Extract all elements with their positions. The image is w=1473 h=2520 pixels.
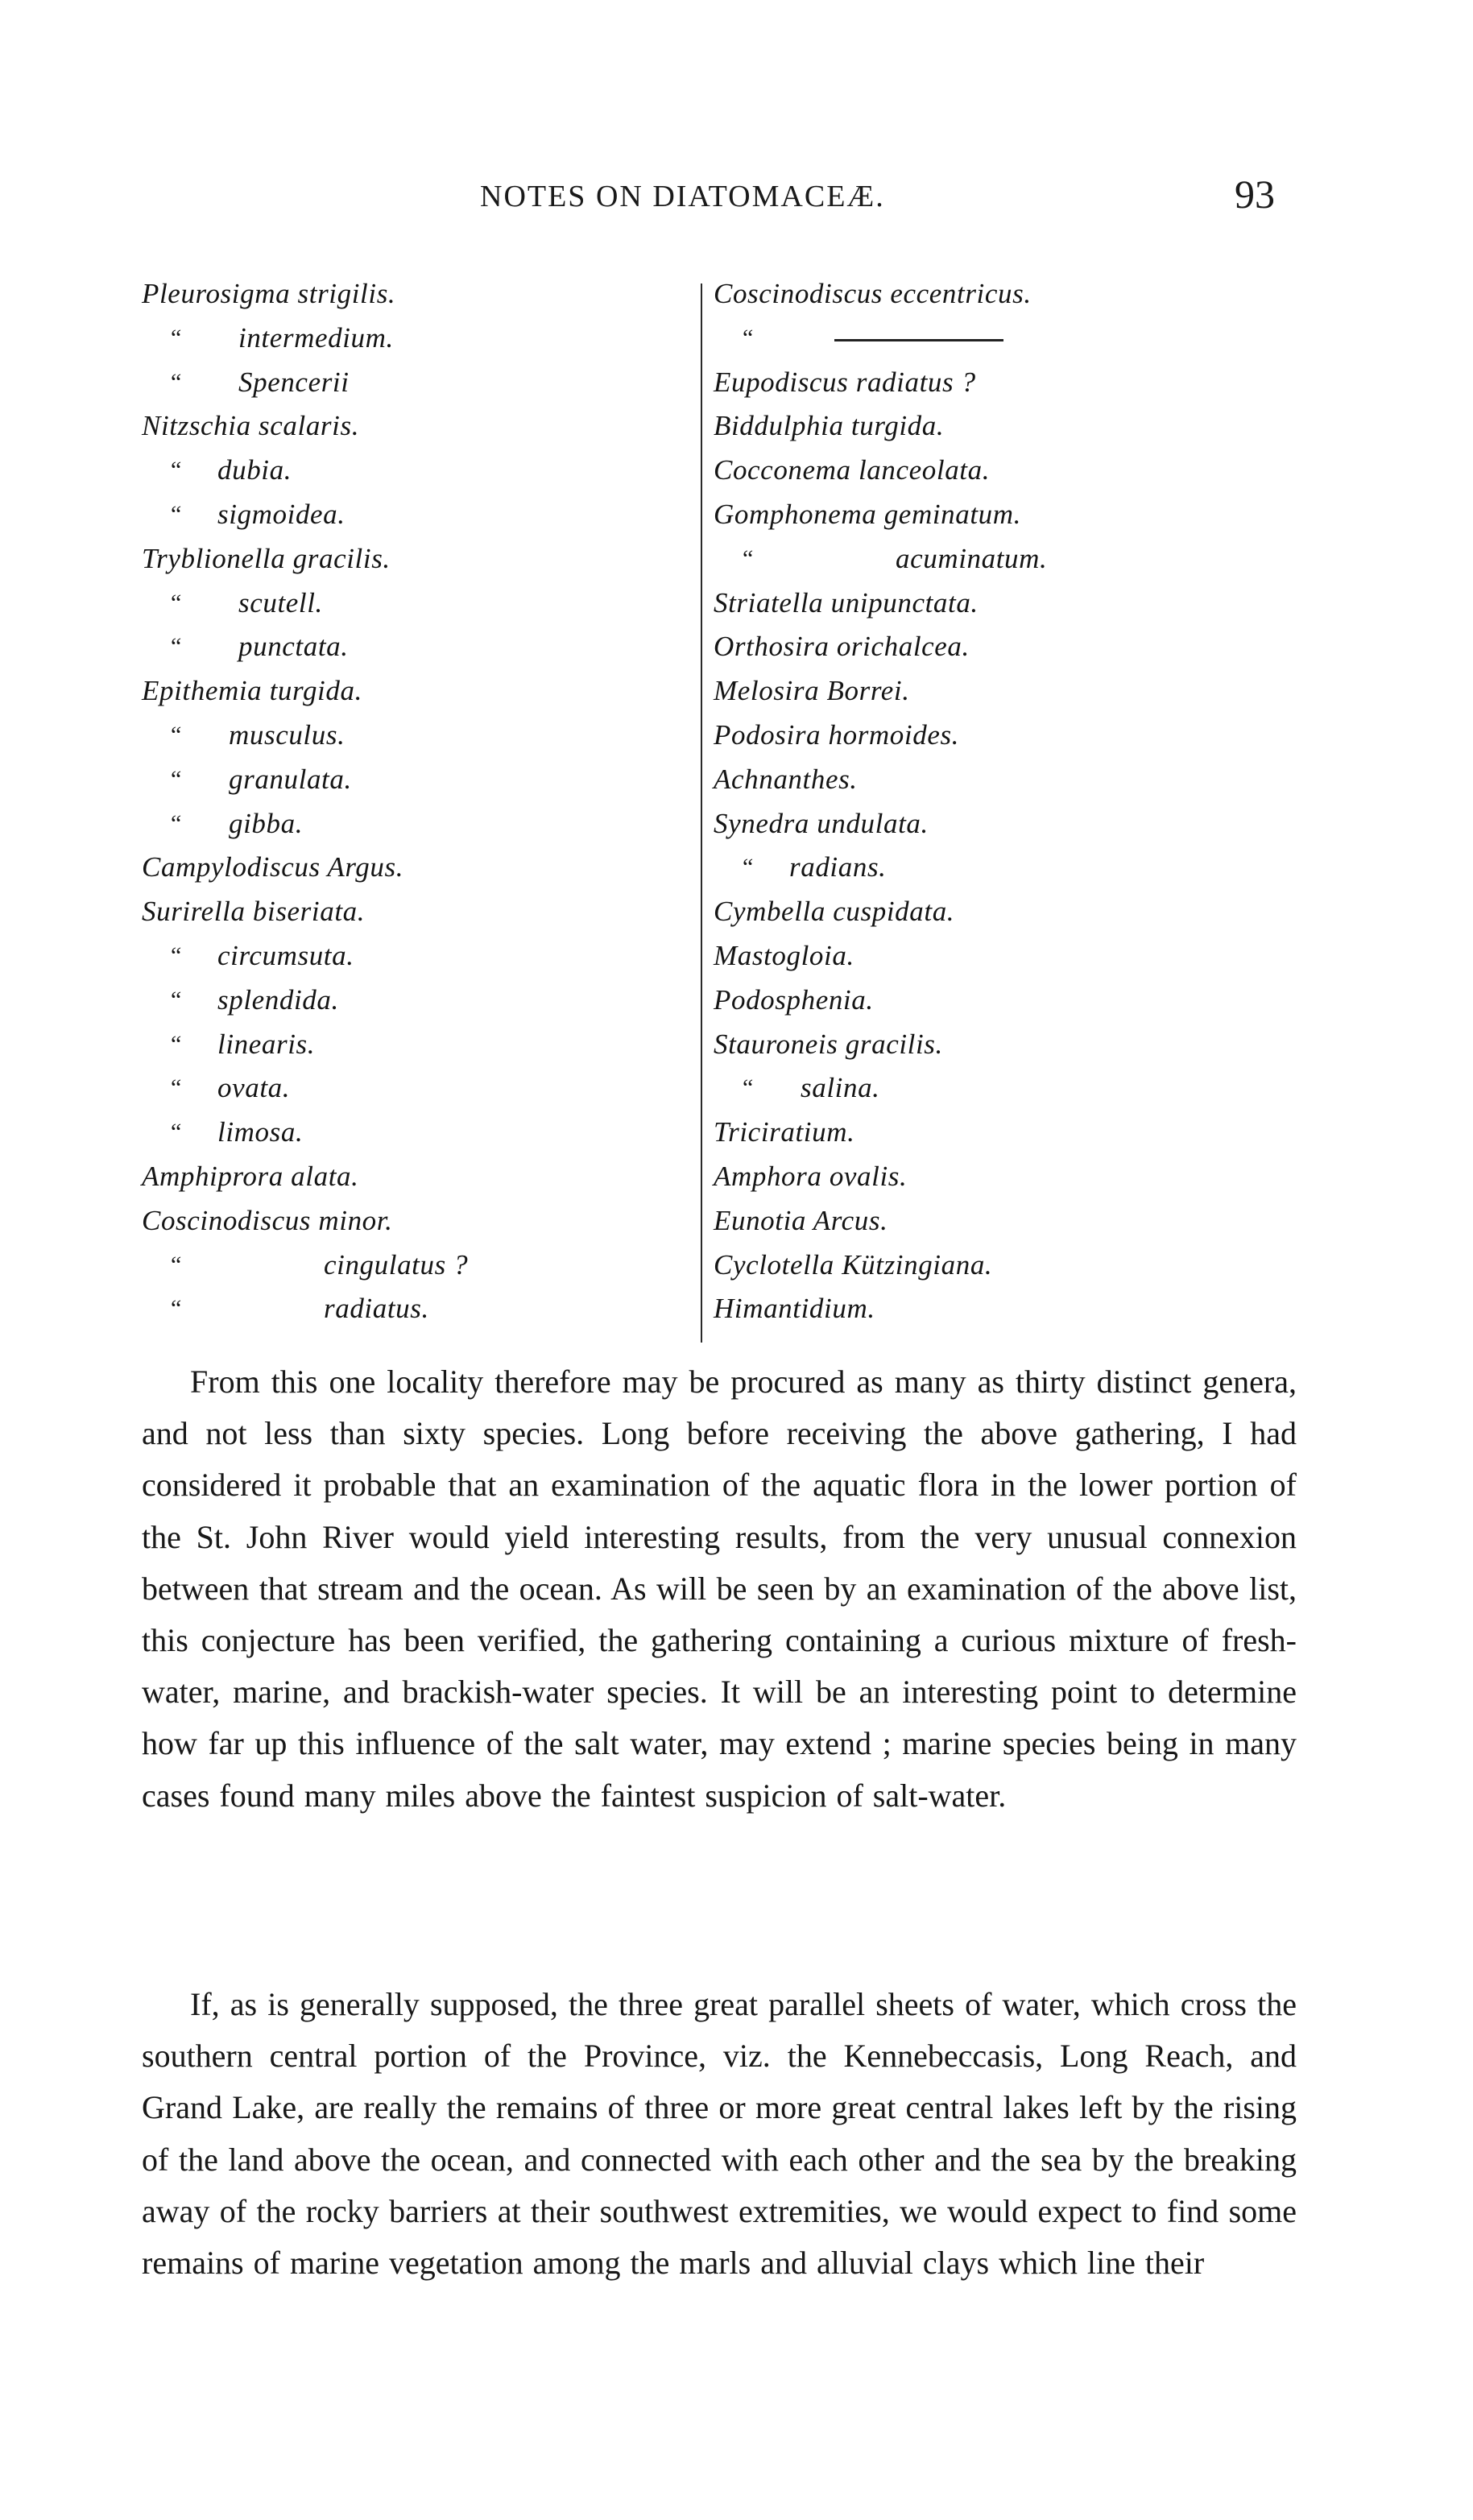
species-entry <box>714 669 1406 714</box>
species-entry <box>142 1066 705 1111</box>
species-entry <box>714 890 1406 934</box>
ditto-mark: “ <box>171 633 182 660</box>
species-name: musculus. <box>229 718 345 751</box>
species-entry <box>142 846 705 890</box>
species-name: sigmoidea. <box>217 498 345 530</box>
species-name: Striatella unipunctata. <box>714 586 979 619</box>
running-title: NOTES ON DIATOMACEÆ. <box>480 180 885 213</box>
species-entry <box>142 802 705 846</box>
species-name: Eunotia Arcus. <box>714 1204 888 1236</box>
ditto-mark: “ <box>171 721 182 748</box>
species-entry <box>142 1199 705 1243</box>
species-entry <box>142 625 705 669</box>
species-entry <box>714 493 1406 537</box>
species-name: Tryblionella gracilis. <box>142 542 391 574</box>
ditto-mark: “ <box>171 1295 182 1322</box>
species-entry <box>142 1287 705 1331</box>
species-name: linearis. <box>217 1028 316 1060</box>
species-entry <box>142 669 705 714</box>
species-name: Spencerii <box>238 366 350 398</box>
species-name: radiatus. <box>324 1293 429 1325</box>
species-name: ovata. <box>217 1072 291 1104</box>
species-entry <box>714 537 1406 581</box>
species-entry <box>714 1199 1406 1243</box>
species-name: acuminatum. <box>896 542 1048 574</box>
species-name: limosa. <box>217 1116 304 1148</box>
species-name: punctata. <box>238 631 349 663</box>
species-entry <box>714 317 1406 361</box>
page-number: 93 <box>1235 172 1275 217</box>
species-name: Pleurosigma strigilis. <box>142 278 396 309</box>
species-entry <box>714 714 1406 758</box>
species-list-left <box>142 272 705 1331</box>
species-name: Melosira Borrei. <box>714 675 910 707</box>
species-name: Coscinodiscus eccentricus. <box>714 278 1032 309</box>
species-name: Podosphenia. <box>714 983 874 1016</box>
species-entry <box>142 934 705 979</box>
ditto-mark: “ <box>171 941 182 969</box>
species-name: Surirella biseriata. <box>142 896 366 928</box>
column-divider <box>701 283 702 1343</box>
species-name: splendida. <box>217 983 339 1016</box>
species-entry <box>142 493 705 537</box>
ditto-mark: “ <box>171 368 182 395</box>
species-entry <box>714 1155 1406 1199</box>
species-name: cingulatus ? <box>324 1248 469 1281</box>
ditto-mark: “ <box>743 854 754 881</box>
ditto-dash <box>834 339 1003 341</box>
species-entry <box>714 979 1406 1023</box>
species-name: Cocconema lanceolata. <box>714 454 991 486</box>
species-entry <box>714 1287 1406 1331</box>
species-entry <box>142 272 705 317</box>
species-entry <box>714 846 1406 890</box>
species-name: Synedra undulata. <box>714 807 929 839</box>
species-entry <box>142 890 705 934</box>
species-name: granulata. <box>229 763 352 795</box>
species-name: Epithemia turgida. <box>142 675 362 707</box>
species-name: Triciratium. <box>714 1116 855 1148</box>
species-name: Stauroneis gracilis. <box>714 1028 943 1060</box>
species-entry <box>714 934 1406 979</box>
species-entry <box>142 449 705 493</box>
species-name: Orthosira orichalcea. <box>714 631 970 663</box>
species-entry <box>142 537 705 581</box>
species-entry <box>142 714 705 758</box>
species-name: circumsuta. <box>217 939 354 971</box>
ditto-mark: “ <box>171 1030 182 1057</box>
species-name: Eupodiscus radiatus ? <box>714 366 976 398</box>
species-name: Campylodiscus Argus. <box>142 851 404 883</box>
species-entry <box>142 361 705 405</box>
species-name: Achnanthes. <box>714 763 858 795</box>
species-name: dubia. <box>217 454 292 486</box>
species-entry <box>714 1243 1406 1288</box>
ditto-mark: “ <box>743 324 754 351</box>
ditto-mark: “ <box>171 457 182 484</box>
species-entry <box>142 1243 705 1288</box>
species-entry <box>142 758 705 802</box>
ditto-mark: “ <box>171 324 182 351</box>
ditto-mark: “ <box>171 765 182 792</box>
ditto-mark: “ <box>171 500 182 528</box>
ditto-mark: “ <box>743 544 754 572</box>
species-entry <box>142 1155 705 1199</box>
ditto-mark: “ <box>171 1251 182 1278</box>
species-name: Cyclotella Kützingiana. <box>714 1248 993 1281</box>
ditto-mark: “ <box>743 1074 754 1102</box>
species-name: gibba. <box>229 807 304 839</box>
ditto-mark: “ <box>171 589 182 616</box>
species-name: Podosira hormoides. <box>714 718 960 751</box>
species-name: intermedium. <box>238 321 394 354</box>
species-entry <box>142 317 705 361</box>
species-entry <box>714 361 1406 405</box>
species-name: Biddulphia turgida. <box>714 410 945 442</box>
species-name: Amphora ovalis. <box>714 1160 908 1192</box>
species-entry <box>714 404 1406 449</box>
species-list-right <box>714 272 1406 1331</box>
species-name: salina. <box>801 1072 880 1104</box>
species-entry <box>142 979 705 1023</box>
species-name: Amphiprora alata. <box>142 1160 359 1192</box>
species-name: Gomphonema geminatum. <box>714 498 1021 530</box>
species-entry <box>714 449 1406 493</box>
species-entry <box>714 1111 1406 1155</box>
species-entry <box>714 1066 1406 1111</box>
paragraph-lakes: If, as is generally supposed, the three great parallel sheets of water, which cross the southern central portion of the Province, viz. the Kennebeccasis, Long Reach, and Grand Lake, are really the remains of three or more great central lakes left by the rising of the land above the ocean, and connected with each other and the sea by the breaking away of the rocky barriers at their southwest extremities, we would expect to find some remains of marine vegetation among the marls and alluvial clays which line their <box>142 1986 1297 2282</box>
species-entry <box>714 625 1406 669</box>
species-entry <box>714 1023 1406 1067</box>
species-entry <box>142 1111 705 1155</box>
species-name: Cymbella cuspidata. <box>714 896 955 928</box>
species-entry <box>142 581 705 626</box>
species-entry <box>714 758 1406 802</box>
species-name: scutell. <box>238 586 323 619</box>
ditto-mark: “ <box>171 986 182 1013</box>
species-entry <box>142 404 705 449</box>
species-name: Coscinodiscus minor. <box>142 1204 393 1236</box>
paragraph-locality: From this one locality therefore may be procured as many as thirty distinct genera, and not less than sixty species. Long before receiving the above gathering, I had considered it probable that an examination of the aquatic flora in the lower portion of the St. John River would yield interesting results, from the very unusual connexion between that stream and the ocean. As will be seen by an examination of the above list, this conjecture has been verified, the gathering containing a curious mixture of fresh-water, marine, and brackish-water species. It will be an interesting point to determine how far up this influence of the salt water, may extend ; marine species being in many cases found many miles above the faintest suspicion of salt-water. <box>142 1363 1297 1814</box>
species-entry <box>142 1023 705 1067</box>
species-entry <box>714 802 1406 846</box>
species-entry <box>714 272 1406 317</box>
species-entry <box>714 581 1406 626</box>
species-name: Himantidium. <box>714 1293 875 1325</box>
species-name: radians. <box>789 851 887 883</box>
ditto-mark: “ <box>171 1074 182 1102</box>
species-name: Mastogloia. <box>714 939 854 971</box>
species-name: Nitzschia scalaris. <box>142 410 360 442</box>
ditto-mark: “ <box>171 1119 182 1146</box>
ditto-mark: “ <box>171 809 182 837</box>
